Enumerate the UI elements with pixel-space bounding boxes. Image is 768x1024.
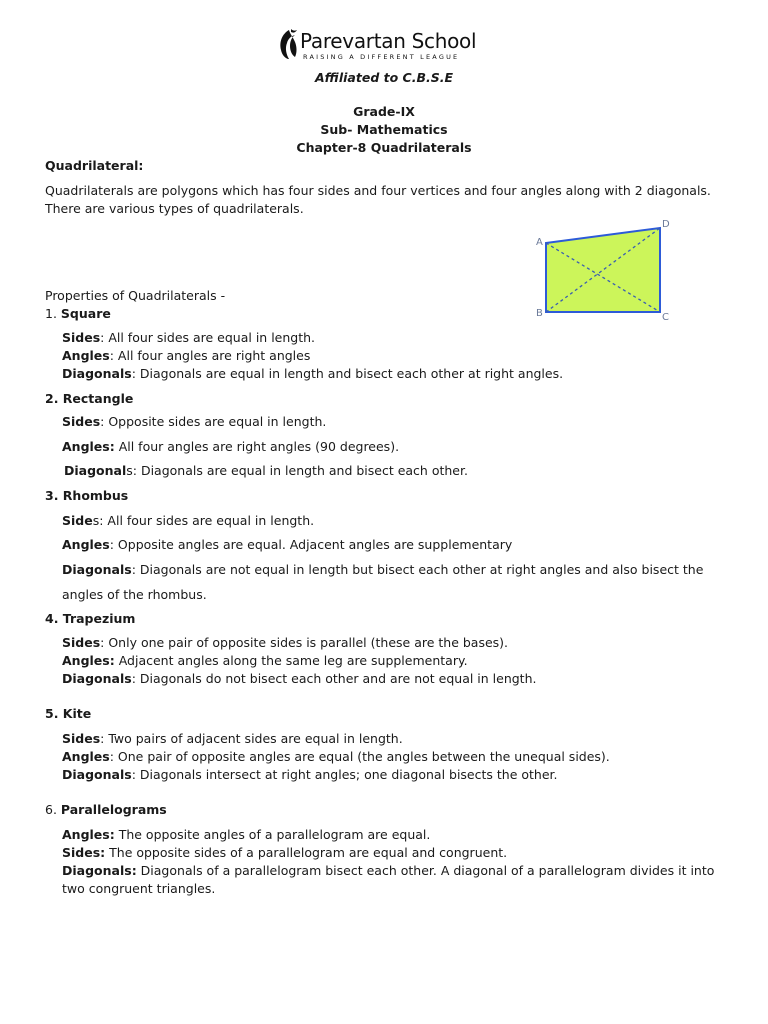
property-label: Angles (62, 749, 110, 764)
property-label: Angles: (62, 827, 115, 842)
property-label: Sides (62, 635, 101, 650)
trapezium-angles (62, 652, 468, 670)
property-text: : Diagonals are equal in length and bisect each other at right angles. (131, 366, 564, 381)
section-heading-rhombus: 3. Rhombus (45, 488, 129, 503)
vertex-label-b: B (536, 308, 543, 319)
intro-line: Quadrilaterals are polygons which has four sides and four vertices and four angles along with 2 diagonals. (45, 183, 711, 198)
vertex-label-c: C (662, 312, 669, 323)
section-number: 1. (45, 306, 57, 321)
trapezium-diagonals (62, 670, 536, 688)
trapezium-sides (62, 634, 508, 652)
rhombus-diagonals (62, 561, 703, 579)
section-heading-kite: 5. Kite (45, 706, 92, 721)
kite-angles (62, 748, 610, 766)
property-label: Diagonals (62, 366, 132, 381)
chapter-heading: Chapter-8 Quadrilaterals (296, 140, 472, 155)
property-text: : Diagonals are not equal in length but bisect each other at right angles and also bisect the (131, 562, 704, 577)
kite-diagonals (62, 766, 558, 784)
rectangle-diagonals (64, 462, 468, 480)
section-title: Square (60, 306, 111, 321)
school-name: Parevartan School (300, 29, 477, 53)
section-heading-quadrilateral: Quadrilateral: (45, 158, 144, 173)
property-text: Diagonals of a parallelogram bisect each other. A diagonal of a parallelogram divides it into (136, 863, 715, 878)
rhombus-angles (62, 536, 512, 554)
properties-intro: Properties of Quadrilaterals - (45, 288, 226, 303)
property-label: Sides: (62, 845, 106, 860)
property-text: : Two pairs of adjacent sides are equal in length. (100, 731, 403, 746)
property-text: : All four angles are right angles (109, 348, 311, 363)
property-text: All four angles are right angles (90 degrees). (114, 439, 400, 454)
square-angles (62, 347, 310, 365)
parallelogram-angles (62, 826, 430, 844)
property-label: Sides (62, 414, 101, 429)
parallelogram-diagonals-continued: two congruent triangles. (62, 881, 216, 896)
school-tagline: RAISING A DIFFERENT LEAGUE (303, 53, 460, 61)
section-heading-trapezium: 4. Trapezium (45, 611, 136, 626)
quadrilateral-figure (530, 214, 676, 324)
property-label: Angles: (62, 439, 115, 454)
property-text: s: Diagonals are equal in length and bisect each other. (126, 463, 468, 478)
school-logo (276, 28, 476, 64)
property-label: Diagonals: (62, 863, 137, 878)
intro-line: There are various types of quadrilaterals. (45, 201, 304, 216)
rectangle-angles (62, 438, 399, 456)
property-label: Diagonals (62, 562, 132, 577)
property-label: Sides (62, 330, 101, 345)
property-text: Adjacent angles along the same leg are supplementary. (114, 653, 468, 668)
rhombus-sides (62, 512, 314, 530)
property-text: s: All four sides are equal in length. (92, 513, 315, 528)
property-text: : Opposite angles are equal. Adjacent angles are supplementary (109, 537, 513, 552)
subject-heading: Sub- Mathematics (320, 122, 448, 137)
section-title: Parallelograms (60, 802, 167, 817)
rhombus-diagonals-continued: angles of the rhombus. (62, 587, 207, 602)
square-diagonals (62, 365, 563, 383)
property-label: Diagonals (62, 767, 132, 782)
parallelogram-diagonals (62, 862, 714, 880)
property-label: Angles (62, 537, 110, 552)
property-label: Sides (62, 731, 101, 746)
property-text: : One pair of opposite angles are equal (the angles between the unequal sides). (109, 749, 610, 764)
property-text: : Opposite sides are equal in length. (100, 414, 327, 429)
vertex-label-d: D (662, 219, 670, 230)
property-text: The opposite angles of a parallelogram are equal. (114, 827, 431, 842)
property-label: Diagonals (62, 671, 132, 686)
property-text: : Diagonals do not bisect each other and are not equal in length. (131, 671, 537, 686)
property-text: The opposite sides of a parallelogram are equal and congruent. (105, 845, 508, 860)
section-heading-rectangle: 2. Rectangle (45, 391, 134, 406)
affiliation: Affiliated to C.B.S.E (314, 70, 454, 85)
property-label: Side (62, 513, 93, 528)
rectangle-sides (62, 413, 326, 431)
leaf-logo-icon (276, 28, 298, 60)
parallelogram-sides (62, 844, 507, 862)
property-label: Angles: (62, 653, 115, 668)
section-heading-square (45, 305, 111, 323)
grade-heading: Grade-IX (353, 104, 415, 119)
property-text: : Only one pair of opposite sides is parallel (these are the bases). (100, 635, 509, 650)
property-text: : Diagonals intersect at right angles; one diagonal bisects the other. (131, 767, 558, 782)
kite-sides (62, 730, 403, 748)
section-heading-parallelograms (45, 801, 167, 819)
section-number: 6. (45, 802, 57, 817)
property-label: Diagonal (64, 463, 127, 478)
square-sides (62, 329, 315, 347)
vertex-label-a: A (536, 237, 543, 248)
property-text: : All four sides are equal in length. (100, 330, 316, 345)
property-label: Angles (62, 348, 110, 363)
